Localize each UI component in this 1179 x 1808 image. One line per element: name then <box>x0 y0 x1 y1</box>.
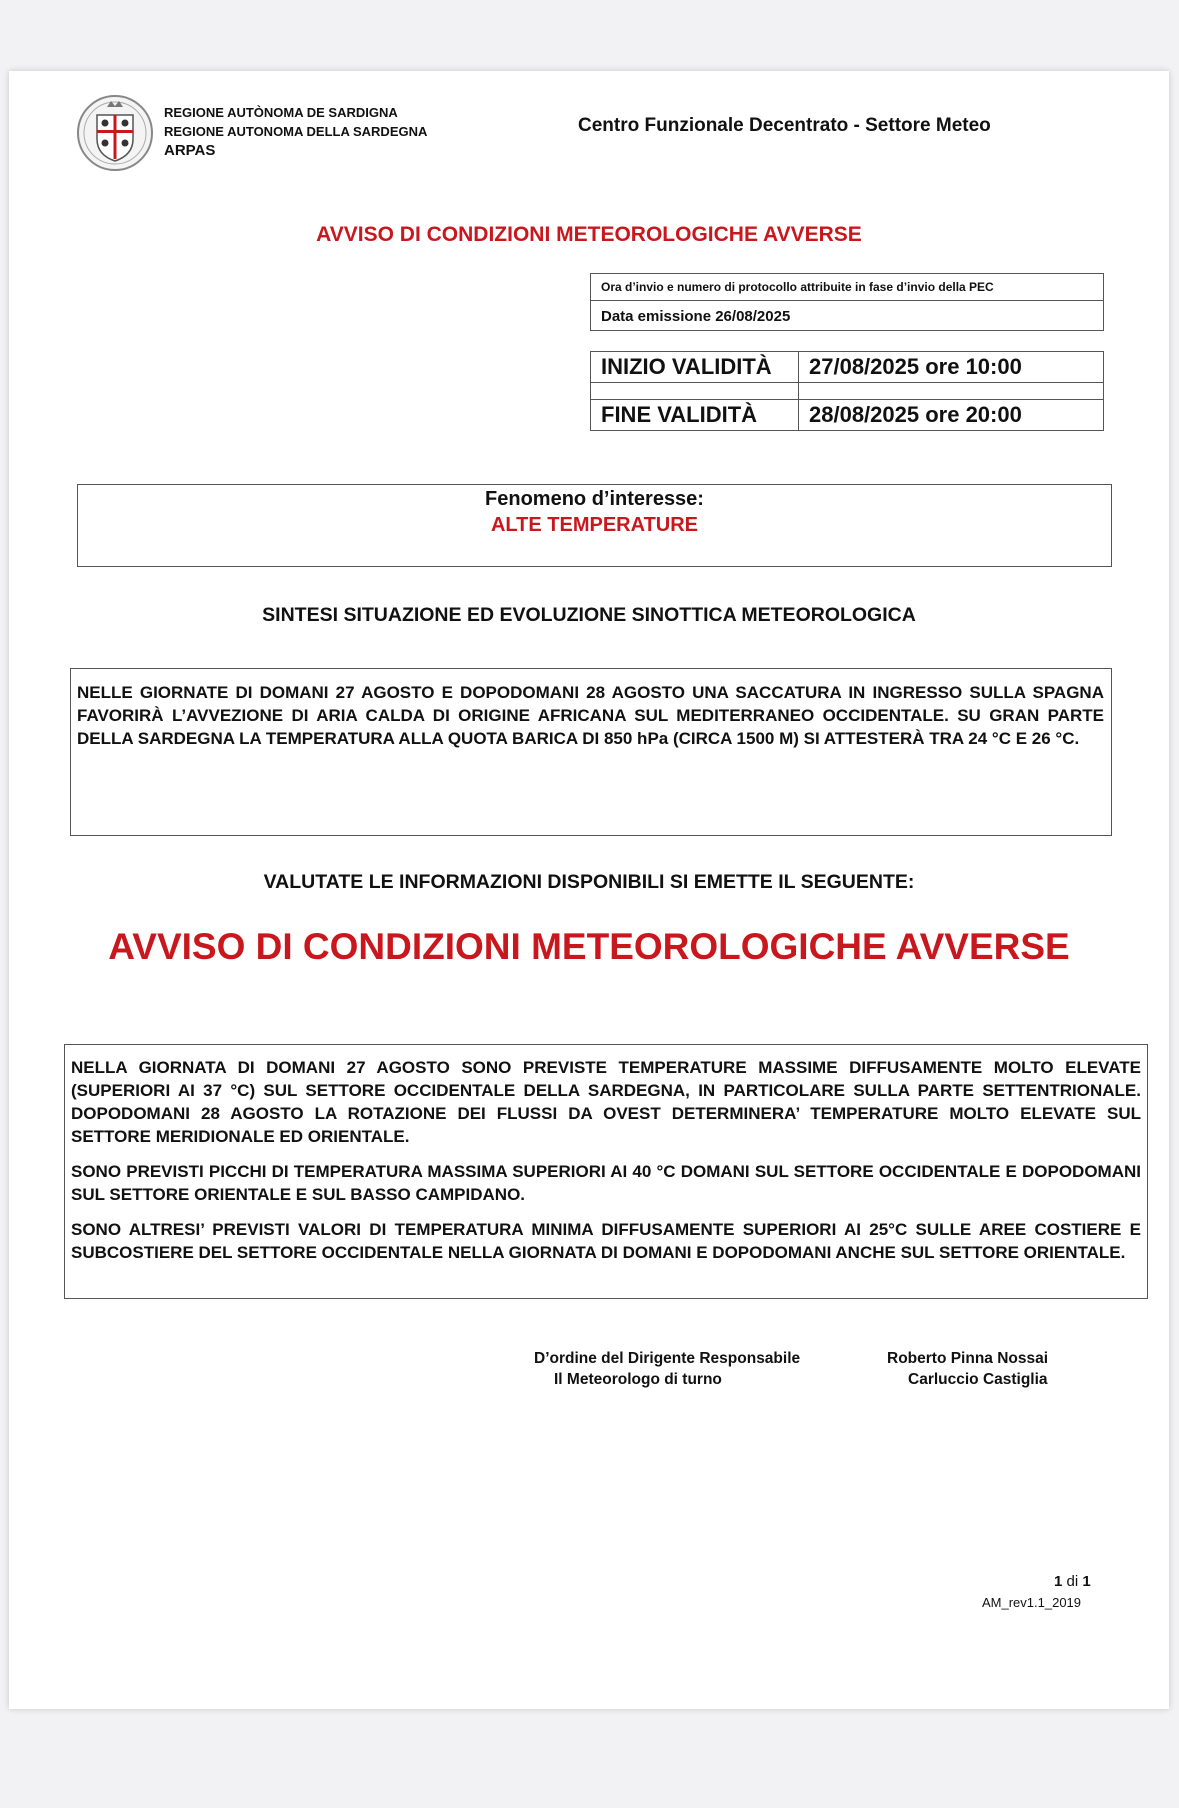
warning-paragraph-1: NELLA GIORNATA DI DOMANI 27 AGOSTO SONO PREVISTE TEMPERATURE MASSIME DIFFUSAMENTE MOLTO ELEVATE (SUPERIORI AI 37 °C) SUL SETTORE OCCIDENTALE DELLA SARDEGNA, IN PARTICOLARE SULLA PARTE SETTENTRIONALE. DOPODOMANI 28 AGOSTO LA ROTAZIONE DEI FLUSSI DA OVEST DETERMINERA’ TEMPERATURE MOLTO ELEVATE SUL SETTORE MERIDIONALE ED ORIENTALE. <box>71 1058 1141 1146</box>
revision-code: AM_rev1.1_2019 <box>982 1595 1082 1610</box>
synopsis-box <box>70 668 1112 836</box>
signature-role-2: Il Meteorologo di turno <box>554 1371 722 1388</box>
phenomenon-label: Fenomeno d’interesse: <box>485 488 704 510</box>
warning-paragraph-3: SONO ALTRESI’ PREVISTI VALORI DI TEMPERATURA MINIMA DIFFUSAMENTE SUPERIORI AI 25°C SULLE AREE COSTIERE E SUBCOSTIERE DEL SETTORE OCCIDENTALE NELLA GIORNATA DI DOMANI E DOPODOMANI ANCHE SUL SETTORE ORIENTALE. <box>71 1220 1141 1262</box>
validity-column-divider <box>798 352 799 430</box>
page-total: 1 <box>1082 1573 1091 1590</box>
document-title: AVVISO DI CONDIZIONI METEOROLOGICHE AVVERSE <box>316 223 862 246</box>
signature-role-1: D’ordine del Dirigente Responsabile <box>534 1350 801 1367</box>
page-current: 1 <box>1054 1573 1063 1590</box>
validity-table <box>590 351 1104 431</box>
emission-divider <box>591 300 1103 301</box>
document-page <box>9 71 1169 1709</box>
org-line-1: REGIONE AUTÒNOMA DE SARDIGNA <box>164 105 398 120</box>
warning-paragraph-2: SONO PREVISTI PICCHI DI TEMPERATURA MASSIMA SUPERIORI AI 40 °C DOMANI SUL SETTORE OCCIDENTALE E DOPODOMANI SUL SETTORE ORIENTALE E SUL BASSO CAMPIDANO. <box>71 1162 1141 1204</box>
phenomenon-box <box>77 484 1112 567</box>
emission-date: Data emissione 26/08/2025 <box>601 308 791 325</box>
synopsis-heading: SINTESI SITUAZIONE ED EVOLUZIONE SINOTTICA METEOROLOGICA <box>262 604 916 626</box>
center-title: Centro Funzionale Decentrato - Settore Meteo <box>578 115 991 136</box>
protocol-note: Ora d’invio e numero di protocollo attribuite in fase d’invio della PEC <box>601 280 994 294</box>
validity-row-start <box>591 352 1103 382</box>
org-line-3: ARPAS <box>164 142 216 159</box>
phenomenon-value: ALTE TEMPERATURE <box>490 514 699 536</box>
validity-row-end <box>591 400 1103 430</box>
page-number <box>1054 1573 1091 1590</box>
warning-text <box>71 1056 1141 1264</box>
end-value: 28/08/2025 ore 20:00 <box>809 402 1022 427</box>
org-line-2: REGIONE AUTONOMA DELLA SARDEGNA <box>164 124 428 139</box>
signature-name-2: Carluccio Castiglia <box>908 1371 1048 1388</box>
validity-divider-1 <box>591 382 1103 383</box>
start-value: 27/08/2025 ore 10:00 <box>809 354 1022 379</box>
warning-title: AVVISO DI CONDIZIONI METEOROLOGICHE AVVERSE <box>108 926 1070 967</box>
synopsis-text: NELLE GIORNATE DI DOMANI 27 AGOSTO E DOPODOMANI 28 AGOSTO UNA SACCATURA IN INGRESSO SULLA SPAGNA FAVORIRÀ L’AVVEZIONE DI ARIA CALDA DI ORIGINE AFRICANA SUL MEDITERRANEO OCCIDENTALE. SU GRAN PARTE DELLA SARDEGNA LA TEMPERATURA ALLA QUOTA BARICA DI 850 hPa (CIRCA 1500 M) SI ATTESTERÀ TRA 24 °C E 26 °C. <box>77 683 1104 748</box>
evaluation-heading: VALUTATE LE INFORMAZIONI DISPONIBILI SI EMETTE IL SEGUENTE: <box>263 871 915 893</box>
warning-box <box>64 1044 1148 1299</box>
start-label: INIZIO VALIDITÀ <box>601 354 772 379</box>
signature-name-1: Roberto Pinna Nossai <box>887 1350 1049 1367</box>
regional-coat-of-arms-icon <box>75 93 155 173</box>
emission-box <box>590 273 1104 331</box>
end-label: FINE VALIDITÀ <box>601 402 758 427</box>
page-of: di <box>1066 1573 1079 1590</box>
